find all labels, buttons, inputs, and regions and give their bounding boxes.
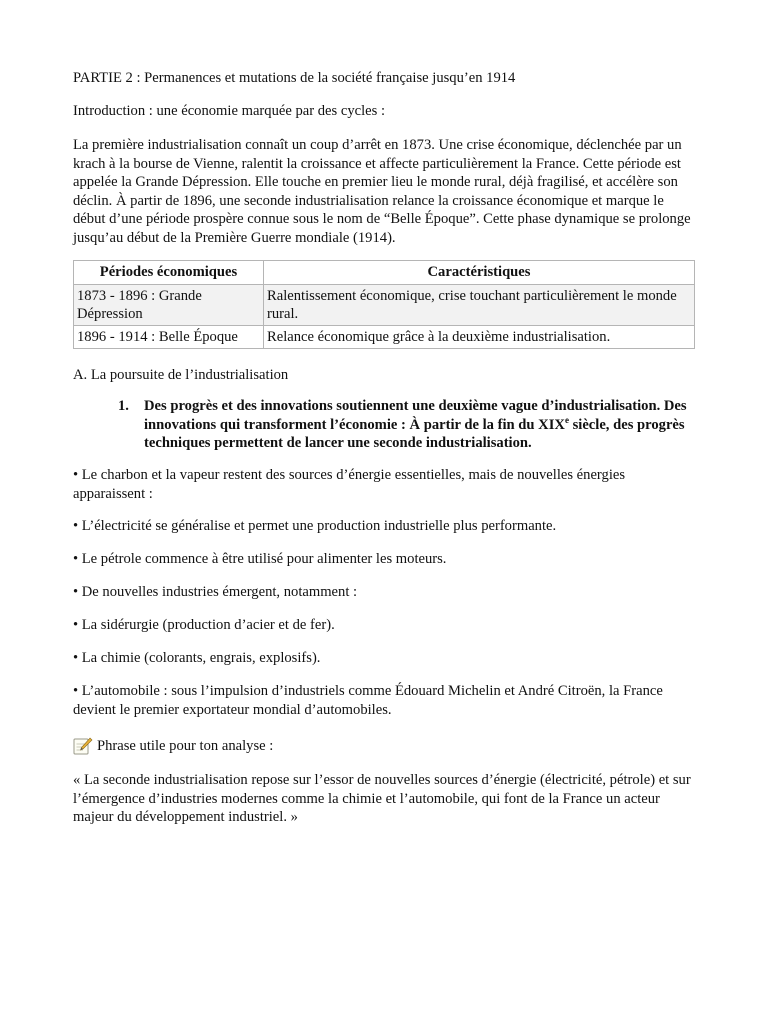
numbered-item-text <box>144 397 698 453</box>
useful-phrase-label <box>73 737 273 756</box>
section-heading-a: A. La poursuite de l’industrialisation <box>73 367 289 383</box>
numbered-item-text-end: siècle, des progrès techniques permettent de lancer une seconde industrialisation. <box>144 416 685 451</box>
analysis-quote: « La seconde industrialisation repose sur l’essor de nouvelles sources d’énergie (électricité, pétrole) et sur l’émergence d’industries modernes comme la chimie et l’automobile, qui font de la France un acteur majeur du développement industriel. » <box>73 772 691 825</box>
bullet-energy-sources: • Le charbon et la vapeur restent des sources d’énergie essentielles, mais de nouvelles énergies apparaissent : <box>73 467 626 502</box>
table-row <box>74 326 695 349</box>
bullet-petroleum: • Le pétrole commence à être utilisé pour alimenter les moteurs. <box>73 551 447 567</box>
bullet-new-industries: • De nouvelles industries émergent, notamment : <box>73 584 358 600</box>
bullet-chemistry: • La chimie (colorants, engrais, explosifs). <box>73 650 321 666</box>
periods-table <box>73 260 695 349</box>
useful-phrase-text: Phrase utile pour ton analyse : <box>97 738 274 754</box>
bullet-automobile: • L’automobile : sous l’impulsion d’industriels comme Édouard Michelin et André Citroën, la France devient le premier exportateur mondial d’automobiles. <box>73 683 663 718</box>
bullet-steel: • La sidérurgie (production d’acier et de fer). <box>73 617 335 633</box>
table-header-periods: Périodes économiques <box>74 261 264 285</box>
table-header-characteristics: Caractéristiques <box>264 261 695 285</box>
introduction-heading: Introduction : une économie marquée par des cycles : <box>73 103 386 119</box>
memo-icon <box>73 737 93 755</box>
table-header-row <box>74 261 695 285</box>
century-superscript: e <box>564 414 569 425</box>
page-title: PARTIE 2 : Permanences et mutations de la société française jusqu’en 1914 <box>73 70 516 86</box>
table-cell-period: 1873 - 1896 : Grande Dépression <box>74 285 264 326</box>
table-cell-period: 1896 - 1914 : Belle Époque <box>74 326 264 349</box>
numbered-item <box>118 397 698 453</box>
table-cell-characteristic: Ralentissement économique, crise touchant particulièrement le monde rural. <box>264 285 695 326</box>
table-cell-characteristic: Relance économique grâce à la deuxième industrialisation. <box>264 326 695 349</box>
bullet-electricity: • L’électricité se généralise et permet une production industrielle plus performante. <box>73 518 557 534</box>
numbered-item-number: 1. <box>118 398 129 414</box>
introduction-paragraph: La première industrialisation connaît un coup d’arrêt en 1873. Une crise économique, déclenchée par un krach à la bourse de Vienne, ralentit la croissance et affecte particulièrement la France. Cette période est appelée la Grande Dépression. Elle touche en premier lieu le monde rural, déjà fragilisé, et accélère son déclin. À partir de 1896, une seconde industrialisation relance la croissance économique et marque le début d’une période prospère connue sous le nom de “Belle Époque”. Cette phase dynamique se prolonge jusqu’au début de la Première Guerre mondiale (1914). <box>73 137 691 246</box>
table-row <box>74 285 695 326</box>
numbered-item-text-start: Des progrès et des innovations soutiennent une deuxième vague d’industrialisation. Des innovations qui transforment l’économie : À partir de la fin du XIX <box>144 398 687 433</box>
